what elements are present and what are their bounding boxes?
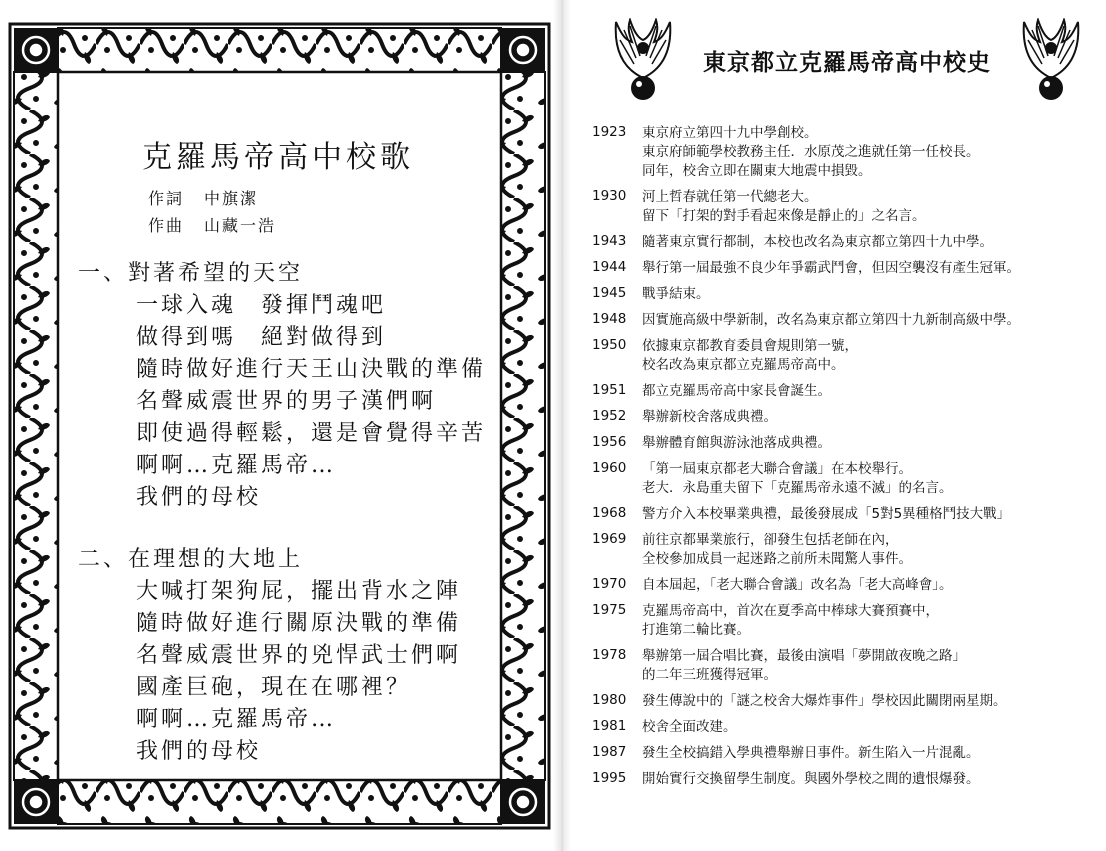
entry-line: 舉辦第一屆合唱比賽，最後由演唱「夢開啟夜晚之路」 <box>642 648 966 664</box>
entry-line: 依據東京都教育委員會規則第一號， <box>642 338 858 354</box>
entry-year: 1968 <box>592 505 627 521</box>
history-timeline <box>592 124 1102 796</box>
entry-text <box>642 576 1102 595</box>
entry-line: 隨著東京實行都制，本校也改名為東京都立第四十九中學。 <box>642 234 993 250</box>
entry-year: 1945 <box>592 285 627 301</box>
history-entry <box>592 311 1102 330</box>
entry-line: 舉行第一屆最強不良少年爭霸武鬥會，但因空襲沒有產生冠軍。 <box>642 260 1020 276</box>
lyric-line: 我們的母校 <box>136 739 262 764</box>
entry-year: 1969 <box>592 531 627 547</box>
history-entry <box>592 233 1102 252</box>
lyric-line: 啊啊…克羅馬帝… <box>136 453 337 478</box>
history-entry <box>592 647 1102 685</box>
history-entry <box>592 576 1102 595</box>
history-entry <box>592 770 1102 789</box>
entry-line: 打進第二輪比賽。 <box>642 622 750 638</box>
entry-year: 1956 <box>592 434 627 450</box>
history-entry <box>592 434 1102 453</box>
lyric-line: 名聲威震世界的兇悍武士們啊 <box>136 643 462 668</box>
entry-text <box>642 408 1102 427</box>
history-entry <box>592 408 1102 427</box>
verse-heading: 一、對著希望的天空 <box>78 261 304 286</box>
entry-text <box>642 434 1102 453</box>
entry-year: 1951 <box>592 382 627 398</box>
entry-line: 自本屆起，「老大聯合會議」改名為「老大高峰會」。 <box>642 577 953 593</box>
verse-1 <box>78 258 518 514</box>
composer-credit <box>148 213 518 236</box>
history-entry <box>592 382 1102 401</box>
entry-line: 的二年三班獲得冠軍。 <box>642 667 777 683</box>
history-entry <box>592 505 1102 524</box>
history-entry <box>592 692 1102 711</box>
entry-year: 1948 <box>592 311 627 327</box>
entry-text <box>642 337 1102 375</box>
lyric-line: 國產巨砲，現在在哪裡？ <box>136 675 412 700</box>
credit-name: 中旗潔 <box>204 189 259 208</box>
book-spine <box>553 0 571 851</box>
entry-line: 留下「打架的對手看起來像是靜止的」之名言。 <box>642 208 926 224</box>
verse-2 <box>78 544 518 768</box>
entry-text <box>642 647 1102 685</box>
lyric-line: 啊啊…克羅馬帝… <box>136 707 337 732</box>
lyric-line: 一球入魂 發揮鬥魂吧 <box>136 293 387 318</box>
entry-line: 戰爭結束。 <box>642 286 710 302</box>
entry-line: 因實施高級中學新制，改名為東京都立第四十九新制高級中學。 <box>642 312 1020 328</box>
entry-line: 舉辦體育館與游泳池落成典禮。 <box>642 435 831 451</box>
credit-role: 作曲 <box>148 216 185 235</box>
entry-text <box>642 259 1102 278</box>
entry-line: 前往京都畢業旅行，卻發生包括老師在內， <box>642 532 899 548</box>
entry-text <box>642 188 1102 226</box>
history-entry <box>592 188 1102 226</box>
song-title: 克羅馬帝高中校歌 <box>142 140 414 175</box>
entry-text <box>642 460 1102 498</box>
entry-text <box>642 744 1102 763</box>
entry-year: 1981 <box>592 718 627 734</box>
entry-line: 老大．永島重夫留下「克羅馬帝永遠不滅」的名言。 <box>642 480 953 496</box>
entry-year: 1975 <box>592 602 627 618</box>
entry-year: 1960 <box>592 460 627 476</box>
lyric-line: 隨時做好進行關原決戰的準備 <box>136 611 462 636</box>
entry-text <box>642 718 1102 737</box>
entry-text <box>642 770 1102 789</box>
entry-line: 東京府立第四十九中學創校。 <box>642 125 818 141</box>
entry-line: 校名改為東京都立克羅馬帝高中。 <box>642 357 845 373</box>
entry-year: 1980 <box>592 692 627 708</box>
lyric-line: 隨時做好進行天王山決戰的準備 <box>136 357 487 382</box>
entry-year: 1952 <box>592 408 627 424</box>
history-header <box>612 18 1082 98</box>
school-song <box>78 132 518 768</box>
entry-line: 警方介入本校畢業典禮，最後發展成「5對5異種格鬥技大戰」 <box>642 506 1011 522</box>
lyric-line: 我們的母校 <box>136 485 262 510</box>
entry-year: 1950 <box>592 337 627 353</box>
credit-name: 山藏一浩 <box>204 216 277 235</box>
entry-text <box>642 531 1102 569</box>
entry-line: 東京府師範學校教務主任．水原茂之進就任第一任校長。 <box>642 144 980 160</box>
history-entry <box>592 744 1102 763</box>
entry-text <box>642 285 1102 304</box>
history-entry <box>592 602 1102 640</box>
history-title: 東京都立克羅馬帝高中校史 <box>703 50 991 76</box>
entry-text <box>642 233 1102 252</box>
entry-year: 1943 <box>592 233 627 249</box>
entry-text <box>642 602 1102 640</box>
entry-text <box>642 311 1102 330</box>
verse-heading: 二、在理想的大地上 <box>78 547 304 572</box>
entry-year: 1930 <box>592 188 627 204</box>
ornate-frame <box>8 22 551 830</box>
entry-year: 1987 <box>592 744 627 760</box>
entry-line: 開始實行交換留學生制度。與國外學校之間的遺恨爆發。 <box>642 771 980 787</box>
entry-text <box>642 382 1102 401</box>
lyric-line: 名聲威震世界的男子漢們啊 <box>136 389 437 414</box>
eagle-crest-icon <box>1020 18 1082 102</box>
entry-line: 全校參加成員一起迷路之前所未聞驚人事件。 <box>642 551 912 567</box>
entry-text <box>642 505 1102 524</box>
entry-line: 「第一屆東京都老大聯合會議」在本校舉行。 <box>642 461 912 477</box>
history-entry <box>592 259 1102 278</box>
history-entry <box>592 531 1102 569</box>
entry-line: 舉辦新校舍落成典禮。 <box>642 409 777 425</box>
lyric-line: 即使過得輕鬆，還是會覺得辛苦 <box>136 421 487 446</box>
entry-year: 1944 <box>592 259 627 275</box>
entry-line: 克羅馬帝高中，首次在夏季高中棒球大賽預賽中， <box>642 603 939 619</box>
entry-year: 1995 <box>592 770 627 786</box>
entry-year: 1923 <box>592 124 627 140</box>
history-entry <box>592 337 1102 375</box>
lyric-line: 大喊打架狗屁，擺出背水之陣 <box>136 579 462 604</box>
entry-line: 發生傳說中的「謎之校舍大爆炸事件」學校因此關閉兩星期。 <box>642 693 1007 709</box>
history-entry <box>592 285 1102 304</box>
entry-text <box>642 692 1102 711</box>
entry-line: 都立克羅馬帝高中家長會誕生。 <box>642 383 831 399</box>
entry-year: 1978 <box>592 647 627 663</box>
entry-text <box>642 124 1102 181</box>
history-entry <box>592 124 1102 181</box>
lyricist-credit <box>148 186 518 209</box>
entry-line: 校舍全面改建。 <box>642 719 737 735</box>
entry-line: 同年，校舍立即在關東大地震中損毀。 <box>642 163 872 179</box>
history-entry <box>592 460 1102 498</box>
eagle-crest-icon <box>612 18 674 102</box>
credit-role: 作詞 <box>148 189 185 208</box>
entry-line: 河上哲春就任第一代總老大。 <box>642 189 818 205</box>
entry-year: 1970 <box>592 576 627 592</box>
entry-line: 發生全校搞錯入學典禮舉辦日事件。新生陷入一片混亂。 <box>642 745 980 761</box>
history-entry <box>592 718 1102 737</box>
lyric-line: 做得到嗎 絕對做得到 <box>136 325 387 350</box>
